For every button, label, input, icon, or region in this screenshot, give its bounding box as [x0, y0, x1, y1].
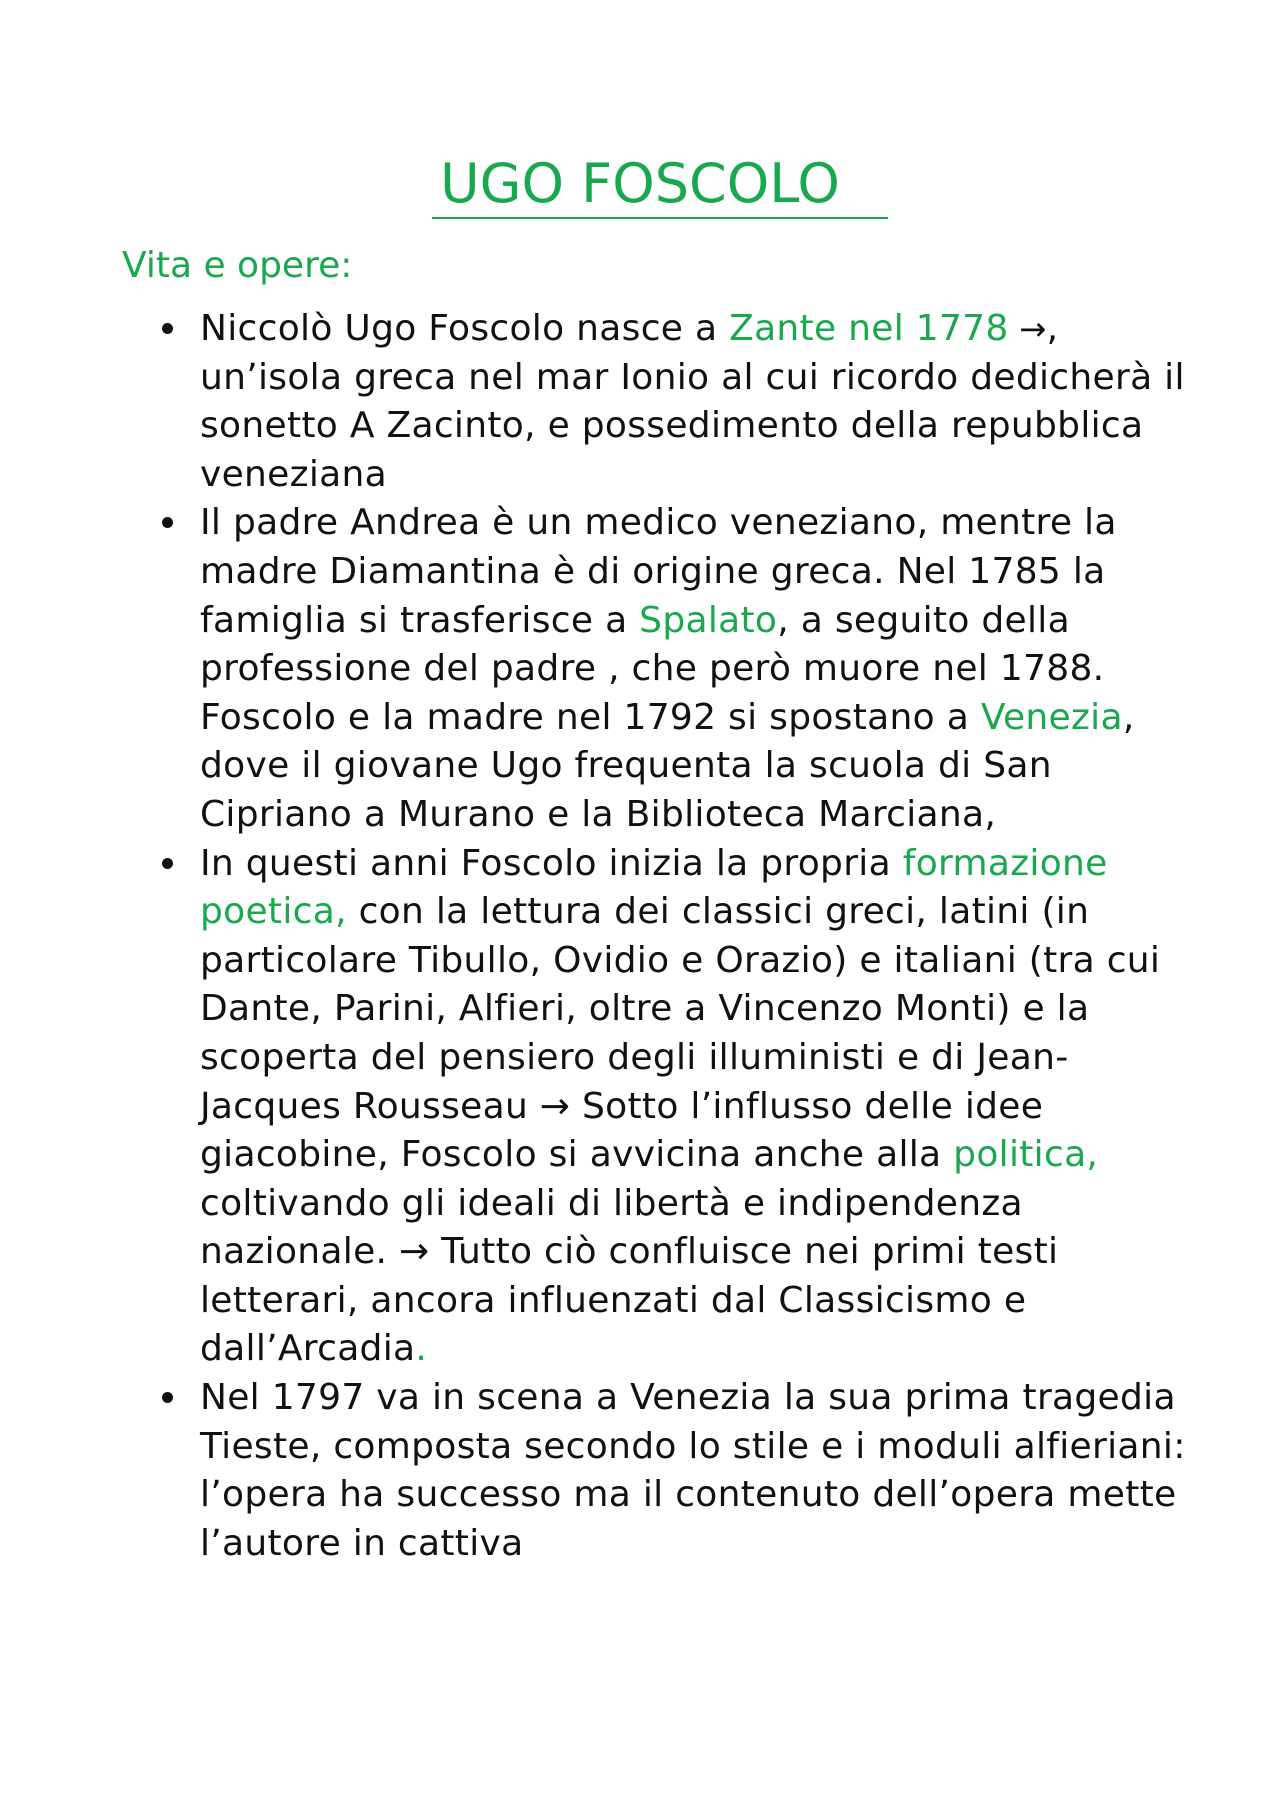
bullet-text: Nel 1797 va in scena a Venezia la sua prima tragedia Tieste, composta secondo lo stile e i moduli alfieriani: l’opera ha successo ma il contenuto dell’opera mette l’autore in cattiva [200, 1377, 1186, 1564]
highlight-period: . [415, 1328, 428, 1370]
bullet-item-formation [200, 840, 1210, 1375]
bullet-list [200, 305, 1210, 1568]
bullet-icon [162, 1392, 173, 1403]
bullet-text: , un’isola greca nel mar Ionio al cui ricordo dedicherà il sonetto A Zacinto, e possedimento della repubblica veneziana [200, 308, 1185, 495]
bullet-text: coltivando gli ideali di libertà e indipendenza nazionale. → Tutto ciò confluisce nei primi testi letterari, ancora influenzati dal Classicismo e dall’Arcadia [200, 1182, 1059, 1370]
bullet-icon [162, 323, 173, 334]
bullet-icon [162, 517, 173, 528]
highlight-zante: Zante nel 1778 [729, 308, 1009, 349]
bullet-item-family [200, 499, 1210, 839]
arrow-icon: → [1008, 310, 1047, 348]
bullet-text: , dove il giovane Ugo frequenta la scuola di San Cipriano a Murano e la Biblioteca Marciana, [200, 696, 1135, 835]
page-title: UGO FOSCOLO [440, 152, 840, 215]
highlight-formazione: formazione poetica, [200, 842, 1108, 933]
bullet-item-birth [200, 305, 1210, 499]
bullet-text: In questi anni Foscolo inizia la propria [200, 842, 903, 884]
highlight-venezia: Venezia [980, 696, 1123, 738]
bullet-text: con la lettura dei classici greci, latini (in particolare Tibullo, Ovidio e Orazio) e italiani (tra cui Dante, Parini, Alfieri, oltre a Vincenzo Monti) e la scoperta del pensiero degli illuministi e di Jean-Jacques Rousseau → Sotto l’influsso delle idee giacobine, Foscolo si avvicina anche alla [200, 891, 1161, 1176]
section-heading: Vita e opere: [122, 245, 353, 286]
highlight-politica: politica, [953, 1134, 1099, 1176]
bullet-text: Niccolò Ugo Foscolo nasce a [200, 308, 730, 349]
title-underline [432, 217, 888, 219]
bullet-text: , a seguito della professione del padre , che però muore nel 1788. Foscolo e la madre nel 1792 si spostano a [200, 599, 1105, 738]
highlight-spalato: Spalato [639, 599, 778, 641]
bullet-text: Il padre Andrea è un medico veneziano, mentre la madre Diamantina è di origine greca. Nel 1785 la famiglia si trasferisce a [200, 502, 1117, 641]
bullet-icon [162, 858, 173, 869]
bullet-item-tieste [200, 1374, 1210, 1568]
